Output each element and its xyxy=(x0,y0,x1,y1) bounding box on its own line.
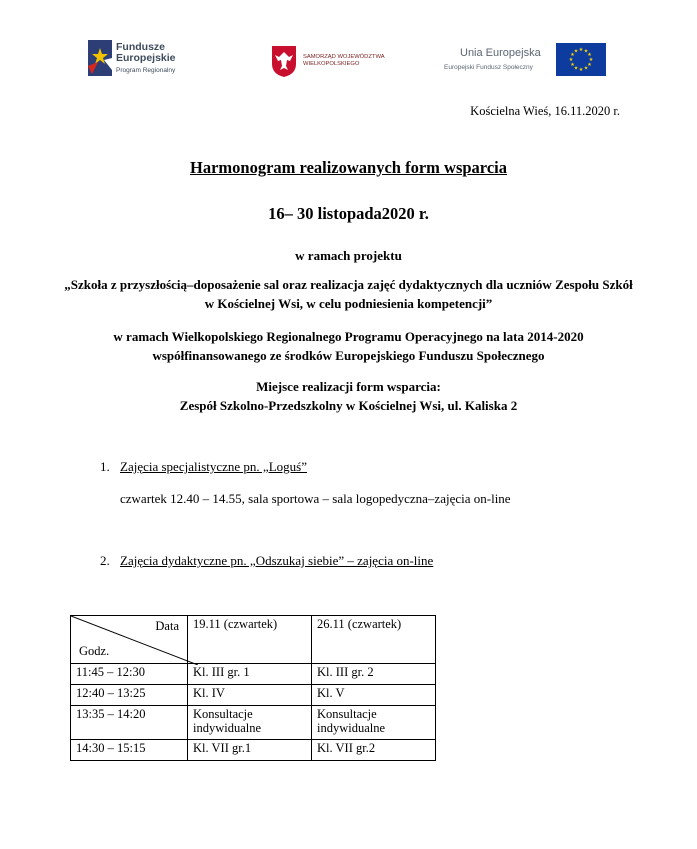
project-label: w ramach projektu xyxy=(295,248,402,263)
table-row xyxy=(71,740,436,761)
svg-text:★: ★ xyxy=(578,47,584,53)
table-row xyxy=(71,664,436,685)
samorzad-name xyxy=(303,54,385,68)
svg-text:★: ★ xyxy=(570,52,575,58)
eu-stars-icon xyxy=(556,43,606,76)
svg-text:★: ★ xyxy=(568,57,574,63)
corner-hour-label: Godz. xyxy=(79,644,110,658)
svg-text:★: ★ xyxy=(587,62,592,68)
svg-text:★: ★ xyxy=(588,57,594,63)
item-label: Zajęcia dydaktyczne pn. „Odszukaj siebie” – zajęcia on-line xyxy=(120,553,434,568)
table-cell: Kl. IV xyxy=(188,685,312,706)
time-cell: 13:35 – 14:20 xyxy=(71,706,188,740)
svg-text:★: ★ xyxy=(573,65,579,72)
table-row xyxy=(71,706,436,740)
date-range: 16– 30 listopada2020 r. xyxy=(268,204,429,223)
item-number: 2. xyxy=(100,553,110,568)
column-header: 26.11 (czwartek) xyxy=(312,616,436,664)
fe-subtitle: Program Regionalny xyxy=(116,67,176,74)
fundusze-europejskie-logo xyxy=(88,40,198,78)
fe-name xyxy=(116,42,176,64)
table-cell: Kl. III gr. 1 xyxy=(188,664,312,685)
table-header-row xyxy=(71,616,436,664)
svg-text:★: ★ xyxy=(583,65,589,72)
unia-europejska-logo xyxy=(444,43,606,77)
place-label: Miejsce realizacji form wsparcia: xyxy=(256,379,441,394)
column-header: 19.11 (czwartek) xyxy=(188,616,312,664)
item-number: 1. xyxy=(100,459,110,474)
samorzad-line1: SAMORZĄD WOJEWÓDZTWA xyxy=(303,54,385,60)
corner-date-label: Data xyxy=(155,619,179,633)
place-value: Zespół Szkolno-Przedszkolny w Kościelnej Wsi, ul. Kaliska 2 xyxy=(179,398,518,413)
svg-text:★: ★ xyxy=(583,48,589,55)
table-cell: Konsultacje indywidualne xyxy=(312,706,436,740)
project-name: „Szkoła z przyszłością–doposażenie sal oraz realizacja zajęć dydaktycznych dla uczniów Zespołu Szkół w Kościelnej Wsi, w celu podniesienia kompetencji” xyxy=(64,277,633,311)
time-cell: 14:30 – 15:15 xyxy=(71,740,188,761)
table-cell: Kl. VII gr.1 xyxy=(188,740,312,761)
svg-text:★: ★ xyxy=(587,52,592,58)
place-date: Kościelna Wieś, 16.11.2020 r. xyxy=(470,104,620,118)
table-row xyxy=(71,685,436,706)
eagle-crest-icon xyxy=(270,44,298,78)
schedule-table xyxy=(70,615,436,761)
table-cell: Kl. VII gr.2 xyxy=(312,740,436,761)
ue-subtitle: Europejski Fundusz Społeczny xyxy=(444,64,533,71)
fe-star-icon xyxy=(88,40,114,76)
eu-flag-icon xyxy=(556,43,606,76)
fe-line1: Fundusze xyxy=(116,41,165,53)
item-detail: czwartek 12.40 – 14.55, sala sportowa – sala logopedyczna–zajęcia on-line xyxy=(120,491,511,506)
svg-text:★: ★ xyxy=(570,62,575,68)
document-title: Harmonogram realizowanych form wsparcia xyxy=(190,158,507,177)
time-cell: 12:40 – 13:25 xyxy=(71,685,188,706)
item-label: Zajęcia specjalistyczne pn. „Loguś” xyxy=(120,459,307,474)
time-cell: 11:45 – 12:30 xyxy=(71,664,188,685)
program-description: w ramach Wielkopolskiego Regionalnego Programu Operacyjnego na lata 2014-2020 współfinansowanego ze środków Europejskiego Funduszu Społecznego xyxy=(113,329,584,363)
svg-text:★: ★ xyxy=(578,67,584,73)
ue-title: Unia Europejska xyxy=(460,47,541,59)
place-block xyxy=(60,377,637,415)
svg-text:★: ★ xyxy=(573,48,579,55)
table-cell: Konsultacje indywidualne xyxy=(188,706,312,740)
table-cell: Kl. III gr. 2 xyxy=(312,664,436,685)
corner-cell xyxy=(71,616,188,664)
table-cell: Kl. V xyxy=(312,685,436,706)
samorzad-line2: WIELKOPOLSKIEGO xyxy=(303,61,360,67)
fe-line2: Europejskie xyxy=(116,52,176,64)
samorzad-logo xyxy=(270,44,400,78)
